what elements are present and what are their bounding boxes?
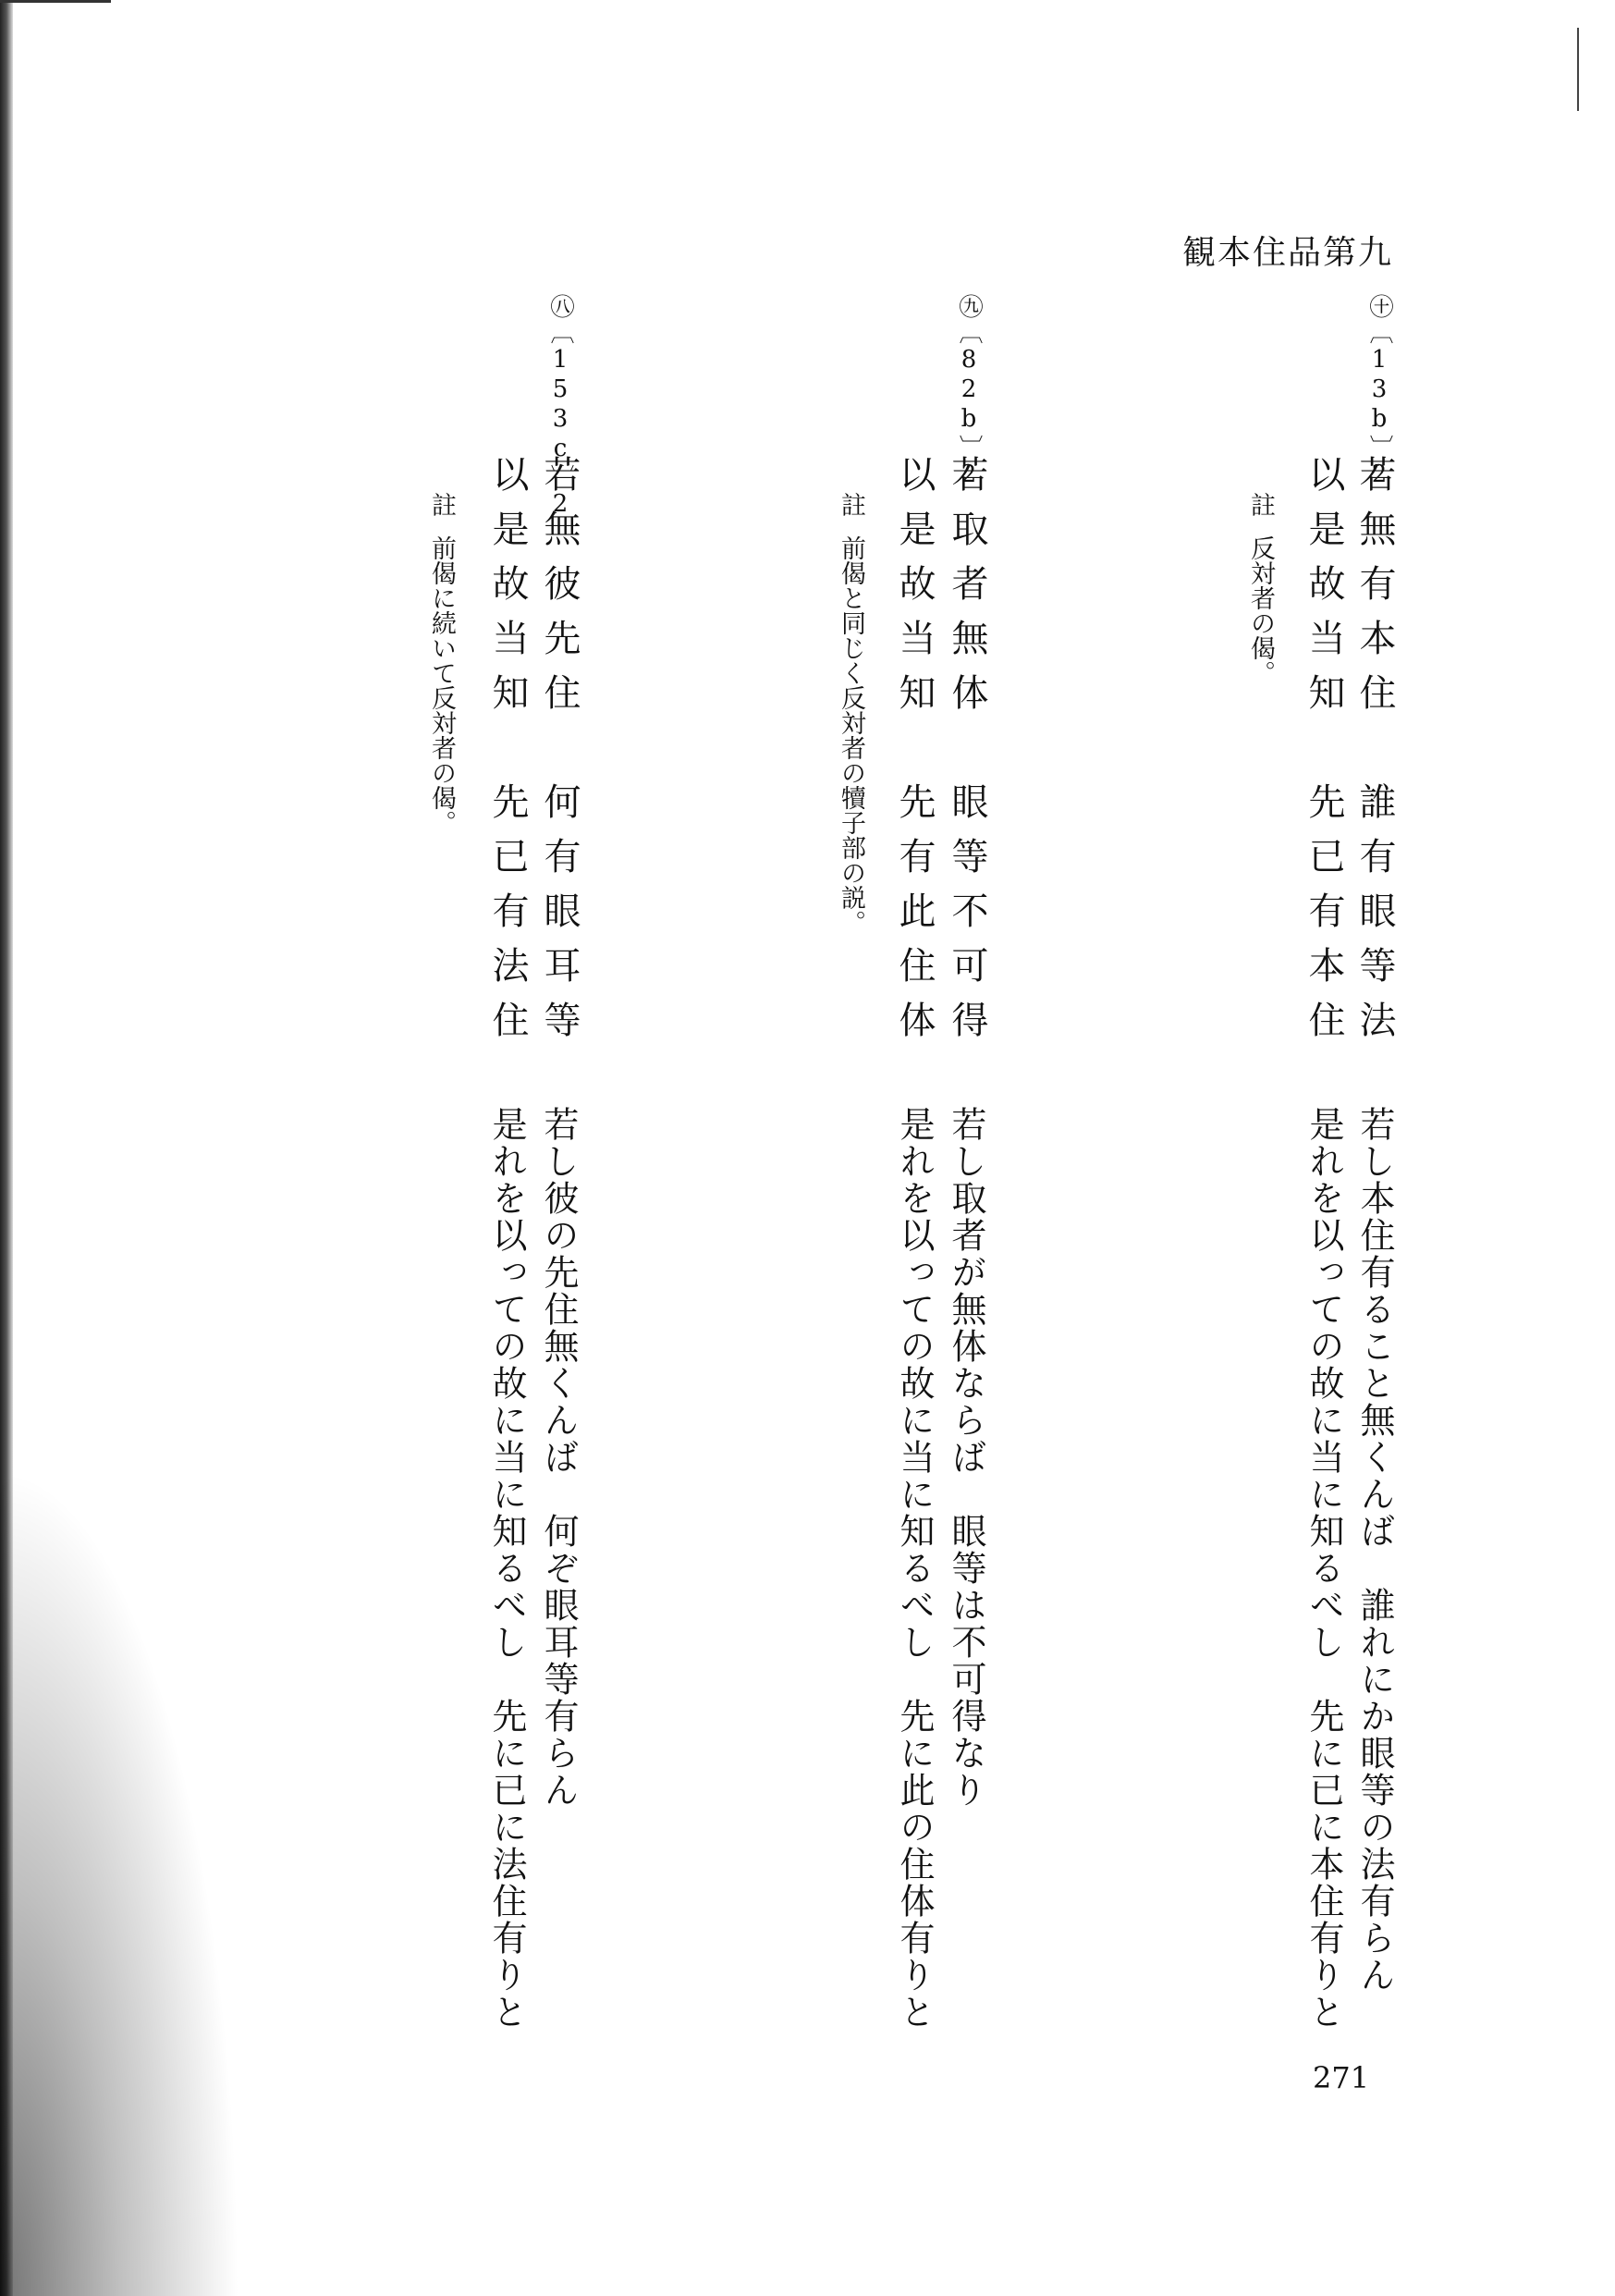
section-1-verse-line-2: 以是故当知 先已有本住 [1303, 455, 1345, 1055]
section-1-reading-line-1: 若し本住有ること無くんば 誰れにか眼等の法有らん [1354, 1106, 1395, 1994]
note-text: 前偈と同じく反対者の犢子部の説。 [837, 535, 865, 935]
section-3-ref: ㊇〔153c〕2 [546, 294, 574, 520]
section-2-ref: ㊈〔82b〕2 [955, 294, 983, 490]
note-label: 註 [837, 492, 865, 517]
margin-mark [1577, 28, 1579, 111]
note-label: 註 [427, 492, 456, 517]
section-2-verse-line-2: 以是故当知 先有此住体 [893, 455, 936, 1055]
chapter-header: 観本住品第九 [1181, 234, 1393, 272]
section-3-verse-line-2: 以是故当知 先已有法住 [486, 455, 529, 1055]
scan-corner-shadow [0, 1464, 240, 2296]
section-3-reading-line-2: 是れを以っての故に当に知るべし 先に已に法住有りと [486, 1106, 527, 2031]
section-3-reading-line-1: 若し彼の先住無くんば 何ぞ眼耳等有らん [538, 1106, 579, 1809]
page-number: 271 [1313, 2060, 1370, 2095]
section-2-reading-line-1: 若し取者が無体ならば 眼等は不可得なり [946, 1106, 986, 1809]
section-2-note [833, 492, 869, 935]
section-1-verse-line-1: 若無有本住 誰有眼等法 [1353, 455, 1396, 1055]
note-text: 反対者の偈。 [1246, 535, 1275, 685]
section-1-ref: ㊉〔13b〕2 [1365, 294, 1393, 490]
section-3-verse-line-1: 若無彼先住 何有眼耳等 [538, 455, 581, 1055]
section-3-note [423, 492, 459, 835]
section-2-reading-line-2: 是れを以っての故に当に知るべし 先に此の住体有りと [894, 1106, 935, 2031]
section-2-verse-line-1: 若取者無体 眼等不可得 [946, 455, 988, 1055]
note-label: 註 [1246, 492, 1275, 517]
section-1-reading-line-2: 是れを以っての故に当に知るべし 先に已に本住有りと [1303, 1106, 1344, 2031]
top-rule [0, 0, 111, 3]
section-1-note [1242, 492, 1279, 685]
note-text: 前偈に続いて反対者の偈。 [427, 535, 456, 835]
